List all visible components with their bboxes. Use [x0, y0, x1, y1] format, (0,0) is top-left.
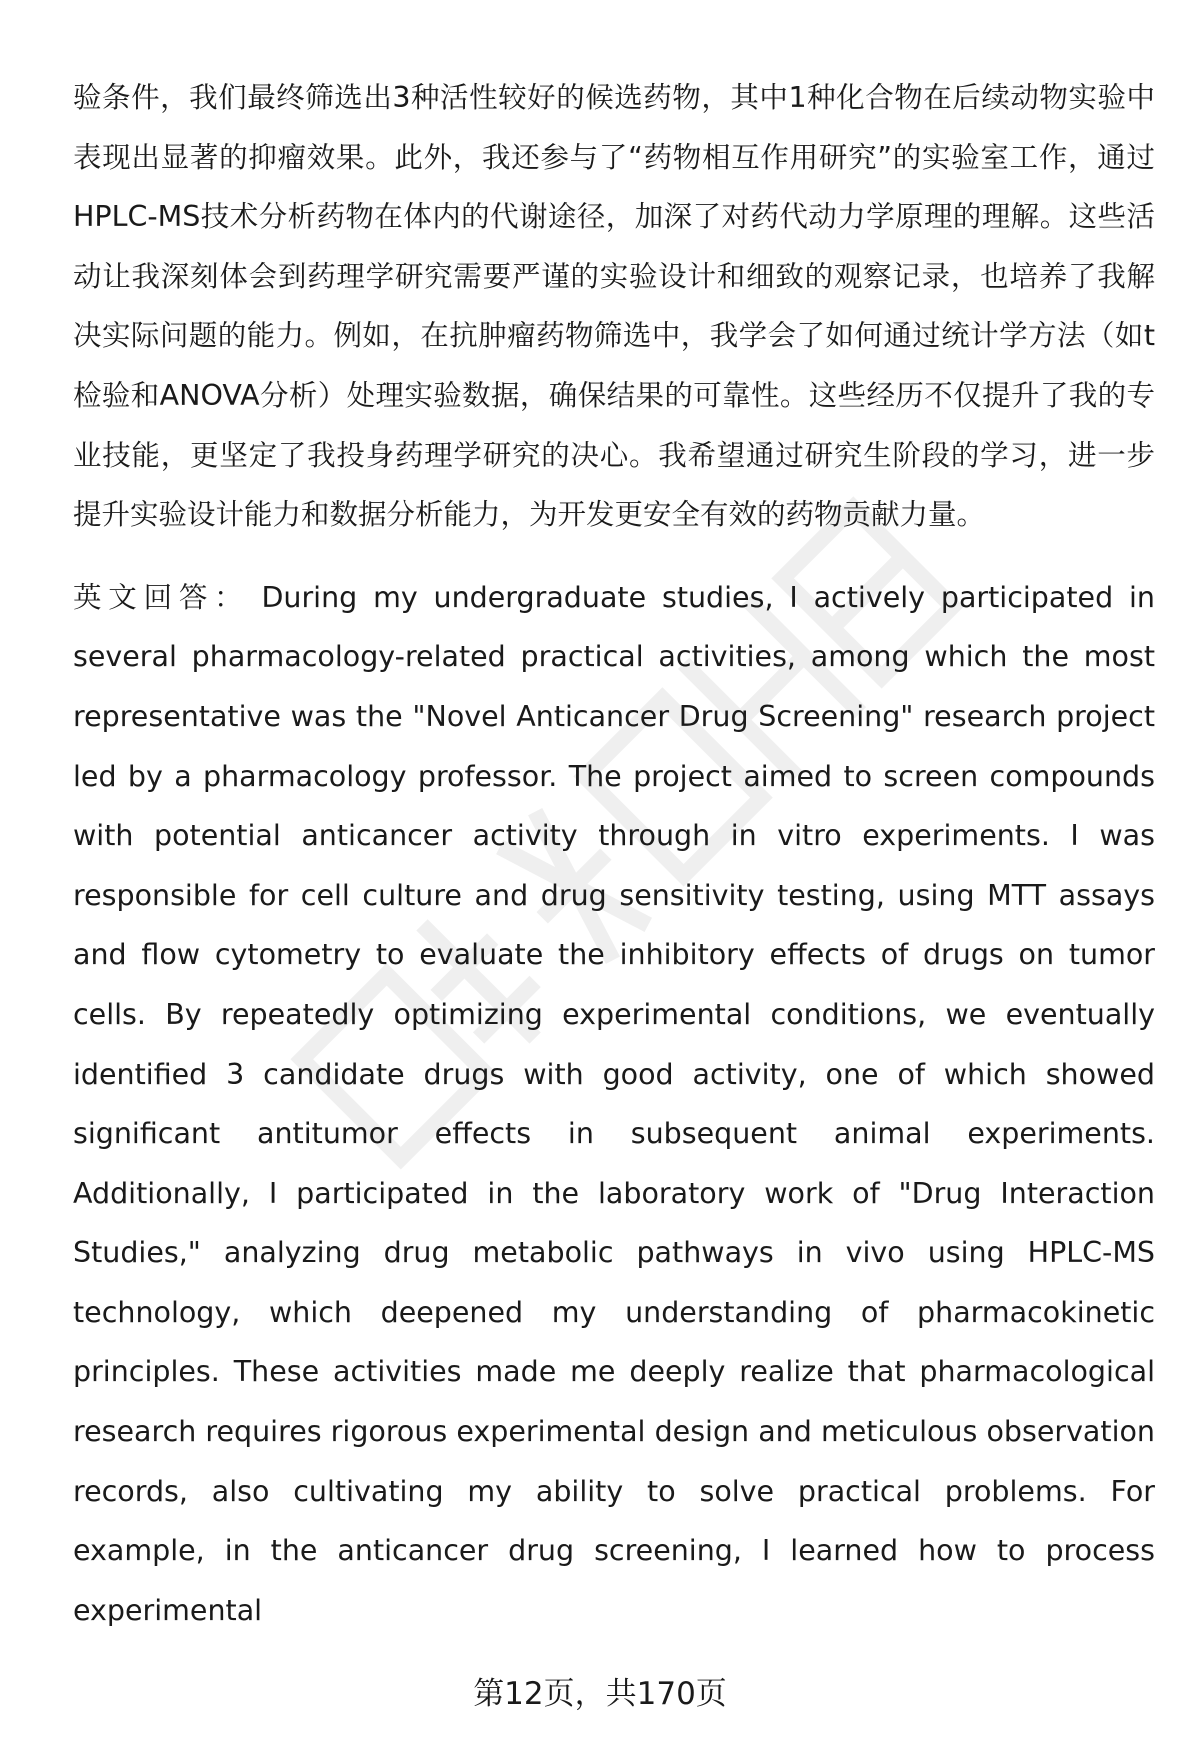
- page-number-footer: 第12页，共170页: [473, 1676, 727, 1712]
- chinese-answer-paragraph: 验条件，我们最终筛选出3种活性较好的候选药物，其中1种化合物在后续动物实验中表现出显著的抑瘤效果。此外，我还参与了“药物相互作用研究”的实验室工作，通过HPLC-MS技术分析药物在体内的代谢途径，加深了对药代动力学原理的理解。这些活动让我深刻体会到药理学研究需要严谨的实验设计和细致的观察记录，也培养了我解决实际问题的能力。例如，在抗肿瘤药物筛选中，我学会了如何通过统计学方法（如t检验和ANOVA分析）处理实验数据，确保结果的可靠性。这些经历不仅提升了我的专业技能，更坚定了我投身药理学研究的决心。我希望通过研究生阶段的学习，进一步提升实验设计能力和数据分析能力，为开发更安全有效的药物贡献力量。: [73, 81, 1155, 532]
- english-answer-paragraph: [73, 568, 1155, 1641]
- document-body: [73, 68, 1155, 1640]
- english-answer-text: During my undergraduate studies, I actively participated in several pharmacology-related practical activities, among which the most representative was the "Novel Anticancer Drug Screening" research project led by a pharmacology professor. The project aimed to screen compounds with potential anticancer activity through in vitro experiments. I was responsible for cell culture and drug sensitivity testing, using MTT assays and flow cytometry to evaluate the inhibitory effects of drugs on tumor cells. By repeatedly optimizing experimental conditions, we eventually identified 3 candidate drugs with good activity, one of which showed significant antitumor effects in subsequent animal experiments. Additionally, I participated in the laboratory work of "Drug Interaction Studies," analyzing drug metabolic pathways in vivo using HPLC-MS technology, which deepened my understanding of pharmacokinetic principles. These activities made me deeply realize that pharmacological research requires rigorous experimental design and meticulous observation records, also cultivating my ability to solve practical problems. For example, in the anticancer drug screening, I learned how to process experimental: [73, 580, 1155, 1627]
- english-answer-label: 英文回答：: [73, 580, 250, 614]
